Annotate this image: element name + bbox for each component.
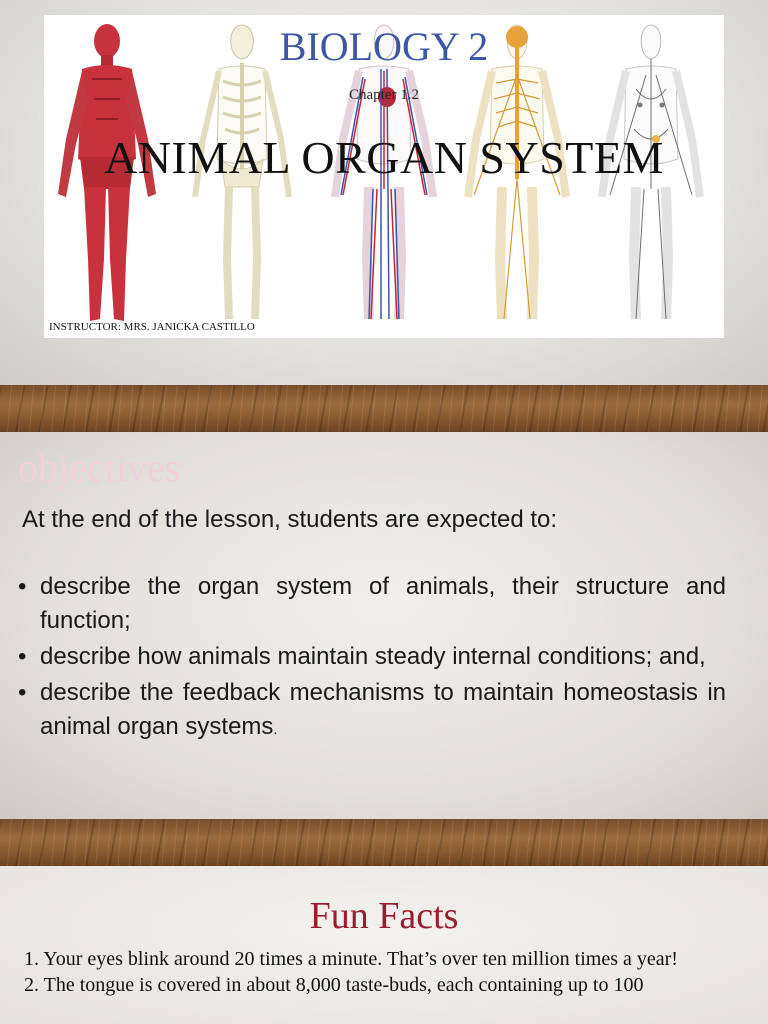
objectives-intro: At the end of the lesson, students are expected to: [22,506,558,533]
list-item: 1. Your eyes blink around 20 times a minute. That’s over ten million times a year! [24,948,678,970]
instructor-label: INSTRUCTOR: MRS. JANICKA CASTILLO [49,321,255,333]
fun-facts-list [24,946,744,998]
objective-text: describe how animals maintain steady internal conditions; and, [40,643,706,670]
objective-period: . [273,721,278,737]
bullet-icon: • [18,643,27,670]
anatomy-banner [44,15,724,338]
wood-divider [0,385,768,432]
bullet-icon: • [18,679,27,706]
page-title: ANIMAL ORGAN SYSTEM [104,132,664,183]
list-item [18,570,726,638]
list-item: 2. The tongue is covered in about 8,000 taste-buds, each containing up to 100 [24,974,644,996]
chapter-label: Chapter 1.2 [349,87,419,103]
subject-title: BIOLOGY 2 [279,24,489,69]
list-item [18,640,726,674]
objectives-slide [0,432,768,819]
wood-divider [0,819,768,866]
bullet-icon: • [18,573,27,600]
list-item [18,676,726,746]
objective-text: describe the feedback mechanisms to maintain homeostasis in animal organ systems [40,679,726,740]
objectives-heading: objectives [18,445,181,490]
fun-facts-slide [0,866,768,1024]
title-slide [0,0,768,385]
objectives-list [18,570,726,748]
fun-facts-heading: Fun Facts [309,895,459,937]
objective-text: describe the organ system of animals, their structure and function; [40,573,726,634]
